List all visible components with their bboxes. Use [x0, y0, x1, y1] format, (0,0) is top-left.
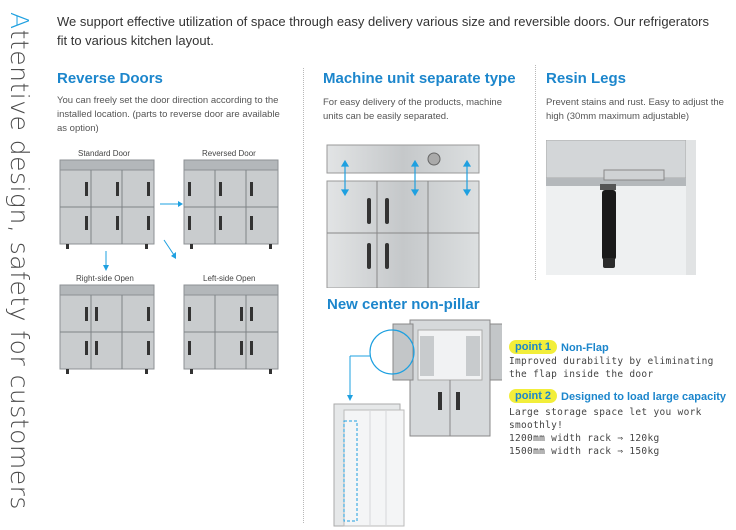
side-title-initial: A [5, 12, 34, 30]
down-arrow [100, 250, 112, 272]
machine-unit-desc: For easy delivery of the products, machine units can be easily separated. [323, 97, 503, 122]
right-side-open-fridge-image [58, 283, 158, 375]
door-arrows [158, 190, 188, 265]
intro-text: We support effective utilization of space through easy delivery various size and reversible doors. Our refrigerators fit to various kitchen layout. [57, 14, 710, 48]
point-2-title: Designed to load large capacity [561, 391, 727, 403]
reverse-doors-desc: You can freely set the door direction according to the installed location. (parts to reverse door are available as option) [57, 95, 280, 134]
point-1-line: the flap inside the door [509, 369, 654, 380]
point-2-line: 1200mm width rack ⇒ 120kg [509, 433, 660, 444]
point-1-title: Non-Flap [561, 342, 609, 354]
point-2-text [509, 406, 702, 458]
standard-door-fridge-image [58, 158, 158, 250]
point-2-line: smoothly! [509, 420, 564, 431]
point-2-line: 1500mm width rack ⇒ 150kg [509, 446, 660, 457]
reversed-door-label: Reversed Door [202, 149, 256, 158]
point-1-line: Improved durability by eliminating [509, 356, 714, 367]
reversed-door-fridge-image [182, 158, 282, 250]
point-2-line: Large storage space let you work [509, 407, 702, 418]
side-title-rest: ttentive design, safety for customers [5, 29, 34, 510]
point-1-text [509, 355, 714, 381]
side-title [0, 0, 34, 510]
left-side-open-label: Left-side Open [203, 274, 256, 283]
point-2-badge: point 2 [509, 389, 557, 403]
standard-door-label: Standard Door [78, 149, 131, 158]
machine-unit-fridge-image [323, 143, 483, 288]
resin-legs-heading: Resin Legs [546, 70, 627, 87]
resin-divider [535, 65, 536, 280]
left-side-open-fridge-image [182, 283, 282, 375]
machine-unit-heading: Machine unit separate type [323, 70, 516, 87]
non-pillar-heading: New center non-pillar [327, 296, 480, 313]
resin-leg-image [546, 140, 696, 275]
resin-legs-desc: Prevent stains and rust. Easy to adjust the high (30mm maximum adjustable) [546, 97, 724, 122]
reverse-doors-heading: Reverse Doors [57, 70, 163, 87]
point-1-badge: point 1 [509, 340, 557, 354]
section-divider [303, 68, 304, 523]
right-side-open-label: Right-side Open [76, 274, 134, 283]
non-pillar-fridge-image [330, 316, 502, 528]
